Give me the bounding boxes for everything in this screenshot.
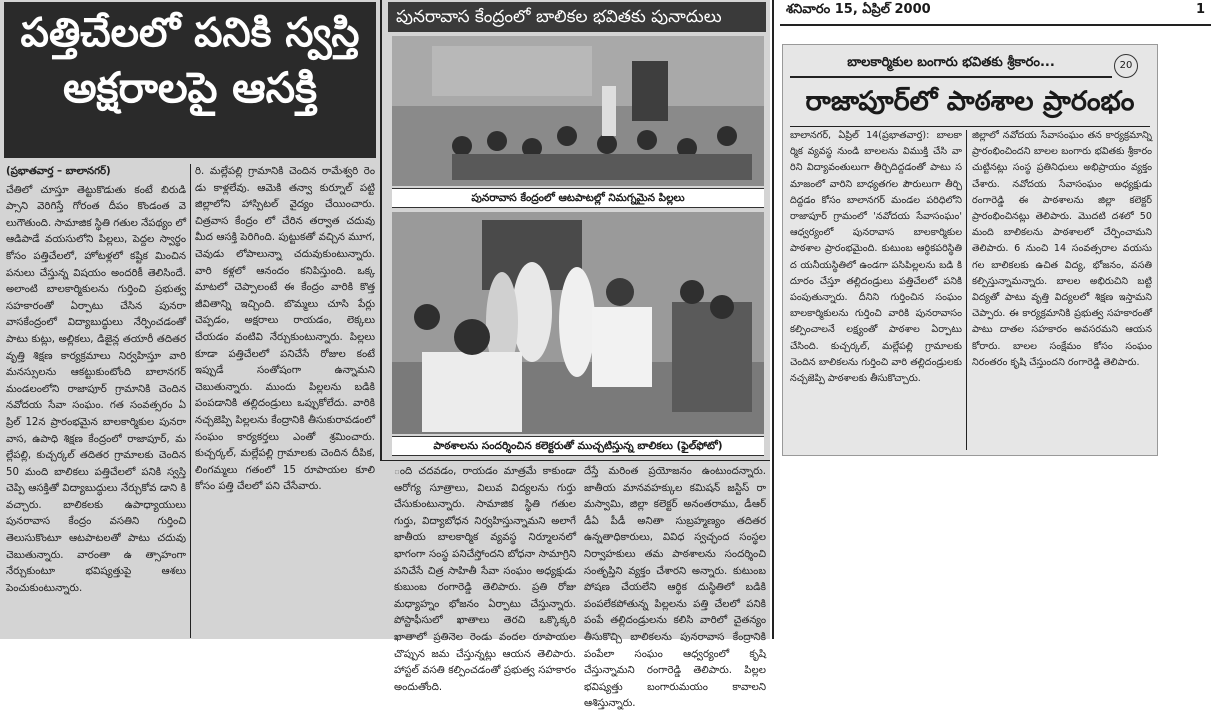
header-rule (780, 24, 1211, 26)
column-divider (190, 164, 191, 638)
photo-children-playing (392, 36, 764, 186)
story-column-3 (394, 464, 576, 693)
page-number: 1 (1196, 2, 1206, 17)
right-column-1 (790, 128, 962, 452)
photo-children-playing-image (392, 36, 764, 186)
headline-line-2: అక్షరాలపై ఆసక్తి (62, 63, 318, 112)
kicker: బాలకార్మికుల బంగారు భవితకు శ్రీకారం... (790, 50, 1112, 78)
photo-bottom-rule (380, 460, 770, 461)
page-divider (772, 0, 774, 639)
right-column-1-text: బాలానగర్, ఏప్రిల్ 14(ప్రభాతవార్త): బాలకా ర్మిక వ్యవస్థ నుండి బాలలను విముక్తి చేసి వా రిని విద్యావంతులుగా తీర్చిదిద్దడంతో పాటు స మాజంలో వారిని బాధ్యతగల పౌరులుగా తీర్చి దిద్దడం కోసం బాలానగర్ మండల పరిధిలోని రాజాపూర్ గ్రామంలో 'నవోదయ సేవాసంఘం' ఆధ్వర్యంలో పునరావాస బాలకార్మికుల పాఠశాల ప్రారంభమైంది. కుటుంబ ఆర్థికపరిస్థితి ద యనీయస్థితిలో ఉండగా పసిపిల్లలను బడి కి దూరం చేస్తూ తల్లిదండ్రులు పత్తిచేలలో పనికి పంపుతున్నారు. దీనిని గుర్తించిన సంఘం బాలకార్మికులను గుర్తించి వారికి పునరావాసం కల్పించాలనే లక్ష్యంతో పాఠశాల ఏర్పాటు చేసింది. కుచ్చర్కల్, మల్లేపల్లి గ్రామాలకు చెందిన బాలికలను గుర్తించి వారి తల్లిదండ్రులకు నచ్చజెప్పి పాఠశాలకు తీసుకొచ్చారు. (790, 130, 962, 385)
right-column-2-text: జిల్లాలో నవోదయ సేవాసంఘం తన కార్యక్రమాన్ని ప్రారంభించిందని బాలల బంగారు భవితకు శ్రీకారం చుట్టినట్లు సంస్థ ప్రతినిధులు అభిప్రాయం వ్యక్తం చేశారు. నవోదయ సేవాసంఘం అధ్యక్షుడు రంగారెడ్డి ఈ పాఠశాలను జిల్లా కలెక్టర్ ప్రారంభించినట్లు తెలిపారు. మొదటి దశలో 50 మంది బాలికలను పాఠశాలలో చేర్పించామని తెలిపారు. 6 నుంచి 14 సంవత్సరాల వయసు గల బాలికలకు ఉచిత విద్య, భోజనం, వసతి కల్పిస్తున్నామన్నారు. బాలల అభిరుచిని బట్టి విద్యతో పాటు వృత్తి విద్యలలో శిక్షణ ఇస్తామని చెప్పారు. ఈ కార్యక్రమానికి ప్రభుత్వ సహకారంతో పాటు దాతల సహకారం అవసరమని ఆయన కోరారు. బాలల సంక్షేమం కోసం సంఘం నిరంతరం కృషి చేస్తుందని రంగారెడ్డి తెలిపారు. (972, 130, 1152, 368)
story-column-3-text: ంది చదవడం, రాయడం మాత్రమే కాకుండా ఆరోగ్య సూత్రాలు, విలువ విద్యలను గుర్తు చేసుకుంటున్నారు. సామాజిక స్థితి గతుల గుర్తు, విద్యాబోధన నిర్వహిస్తున్నామని అలాగే జాతీయ బాలకార్మిక వ్యవస్థ నిర్మూలనలో భాగంగా సంస్థ పనిచేస్తోందని బోధనా సామాగ్రిని పనిచేసే చిత్ర సాహితీ సేవా సంఘం అధ్యక్షుడు కుబుంబ రంగారెడ్డి తెలిపారు. ప్రతి రోజు మధ్యాహ్నం భోజనం ఏర్పాటు చేస్తున్నారు. పోస్టాఫీసులో ఖాతాలు తెరచి ఒక్కొక్కరి ఖాతాలో ప్రతినెల రెండు వందల రూపాయల చొప్పున జమ చేస్తున్నట్లు ఆయన తెలిపారు. హాస్టల్ వసతి కల్పించడంతో ప్రభుత్వ సహకారం అందుతోంది. (394, 466, 576, 693)
photo-collector-visit (392, 212, 764, 434)
headline-line-1: పత్తిచేలలో పనికి స్వస్తి (20, 10, 360, 56)
handwritten-mark (1114, 54, 1138, 78)
story-column-1-text: చేతిలో చూస్తూ తెట్టుకొడుతు కంటే బిరుడి ప్సాని వెరిగిస్తే గోరంత దీపం కొండంత వె లుగౌతుంది. సామాజిక స్థితి గతుల నేపథ్యం లో ఆడిపాడే వయసులోని పిల్లలు, పెద్దల స్వార్థం కోసం పత్తిచేలలో, హోటళ్లలో కష్టిక మించిన పనులు చేస్తున్న విషయం అందరికీ తెలిసిందే. అలాంటి బాలకార్మికులను గుర్తించి ప్రభుత్వ సహకారంతో ఏర్పాటు చేసిన పునరా వాసకేంద్రంలో విద్యాబుద్ధులు నేర్పించడంతో పాటు కుట్లు, అల్లికలు, డిజైన్ల తయారీ తదితర వృత్తి శిక్షణ కార్యక్రమాలు నిర్వహిస్తూ వారి మనస్సులను ఆకట్టుకుంటోంది బాలానగర్ మండలంలోని రాజాపూర్ గ్రామానికి చెందిన నవోదయ సేవా సంఘం. గత సంవత్సరం ఏ ప్రిల్ 12న ప్రారంభమైన బాలకార్మికుల పునరా వాస, ఉపాధి శిక్షణ కేంద్రంలో రాజాపూర్, మ ల్లేపల్లి, కుచ్చర్కల్ తదితర గ్రామాలకు చెందిన 50 మంది బాలికలు పత్తిచేలలో పనికి స్వస్తి చెప్పి ఆసక్తితో విద్యాబుద్ధులు నేర్చుకోవ డాని కి వచ్చారు. బాలికలకు ఉపాధ్యాయులు పునరావాస కేంద్రం వసతిని గుర్తించి తెలుసుకొంటూ ఆటపాటలతో పాటు చదువు చెబుతున్నారు. వారంతా ఉ త్సాహంగా నేర్చుకుంటూ భవిష్యత్తుపై ఆశలు పెంచుకుంటున్నారు. (6, 184, 186, 594)
dateline: శనివారం 15, ఏప్రిల్ 2000 (786, 2, 931, 17)
photo-caption-bottom: పాఠశాలను సందర్శించిన కలెక్టరుతో ముచ్చటిస్తున్న బాలికలు (ఫైల్‌ఫోటో) (392, 436, 764, 456)
photo-collector-visit-image (392, 212, 764, 434)
story-column-2-text: రి. మల్లేపల్లి గ్రామానికి చెందిన రామేశ్వరి రెం డు కాళ్లలేవు. ఆమెకి తన్వా కుర్నూల్ పట్టి జిల్లాలోని హాస్పిటల్ వైద్యం చేయించారు. చిత్రవాస కేంద్రం లో చేరిన తర్వాత చదువు మీద ఆసక్తి పెరిగింది. పుట్టుకతో వచ్చిన మూగ, చెవుడు లోపాలున్నా చదువుకుంటున్నారు. వారి కళ్లలో ఆనందం కనిపిస్తుంది. ఒక్క మాటలో చెప్పాలంటే ఈ కేంద్రం వారికి కొత్త జీవితాన్ని ఇచ్చింది. బొమ్మలు చూసి పేర్లు చెప్పడం, అక్షరాలు రాయడం, లెక్కలు చేయడం వంటివి నేర్చుకుంటున్నారు. పిల్లలు కూడా పత్తిచేలలో పనిచేసే రోజుల కంటే ఇప్పుడే సంతోషంగా ఉన్నామని చెబుతున్నారు. ముందు పిల్లలను బడికి పంపడానికి తల్లిదండ్రులు ఒప్పుకోలేదు. వారికి నచ్చజెప్పి పిల్లలను కేంద్రానికి తీసుకురావడంలో సంఘం కార్యకర్తలు ఎంతో శ్రమించారు. కుచ్చర్కల్, మల్లేపల్లి గ్రామాలకు చెందిన దీపిక, లింగమ్మలు గతంలో 15 రూపాయల కూలి కోసం పత్తి చేలలో పని చేసేవారు. (195, 166, 375, 493)
title-rule (790, 126, 1150, 127)
story-column-1 (6, 164, 186, 638)
story-column-4 (584, 464, 766, 710)
article-title: రాజాపూర్‌లో పాఠశాల ప్రారంభం (805, 86, 1135, 117)
story-column-4-text: దేస్తే మరింత ప్రయోజనం ఉంటుందన్నారు. జాతీయ మానవహక్కుల కమిషన్ జస్టిస్ రా మస్వామి, జిల్లా కలెక్టర్ అనంతరాము, డీఆర్ డీఏ పీడీ అనితా సుబ్రహ్మణ్యం తదితర ఉన్నతాధికారులు, వివిధ స్వచ్ఛంద సంస్థల నిర్వాహకులు తమ పాఠశాలను సందర్శించి సంతృప్తిని వ్యక్తం చేశారని అన్నారు. కుటుంబ పోషణ చేయలేని ఆర్థిక దుస్థితిలో బడికి పంపలేకపోతున్న పిల్లలను పత్తి చేలలో పనికి పంపే తల్లిదండ్రులను కలిసి వారిలో చైతన్యం తీసుకొచ్చి బాలికలను పునరావాస కేంద్రానికి పంపేలా సంఘం ఆధ్వర్యంలో కృషి చేస్తున్నామని రంగారెడ్డి తెలిపారు. పిల్లల భవిష్యత్తు బంగారుమయం కావాలని ఆశిస్తున్నారు. (584, 466, 766, 710)
photo-caption-top: పునరావాస కేంద్రంలో ఆటపాటల్లో నిమగ్నమైన పిల్లలు (392, 188, 764, 208)
section-divider (380, 0, 382, 460)
right-column-2 (972, 128, 1152, 452)
right-column-divider (966, 130, 967, 450)
photo-banner: పునరావాస కేంద్రంలో బాలికల భవితకు పునాదులు (388, 2, 766, 32)
byline: (ప్రభాతవార్త – బాలానగర్) (6, 166, 111, 177)
story-column-2 (195, 164, 375, 638)
headline (4, 2, 376, 158)
handwritten-mark-text: 20 (1119, 60, 1133, 71)
